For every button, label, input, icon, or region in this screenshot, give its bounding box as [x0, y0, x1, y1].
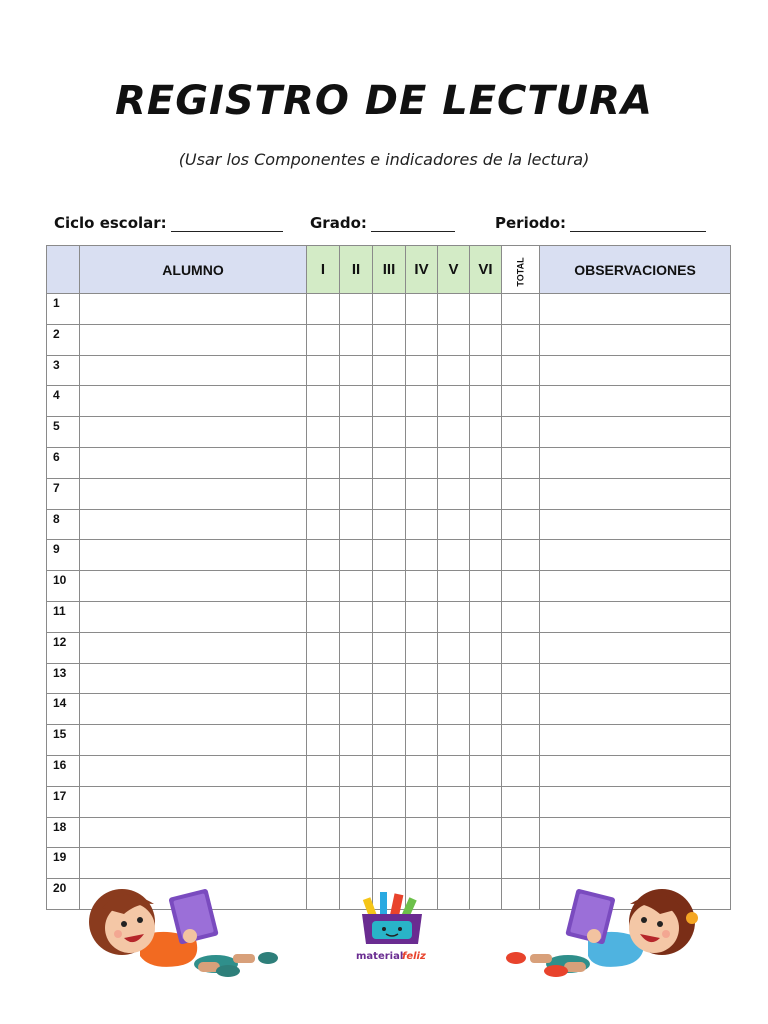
component-i-cell[interactable] — [307, 725, 340, 756]
total-cell[interactable] — [502, 447, 540, 478]
component-ii-cell[interactable] — [340, 540, 373, 571]
total-cell[interactable] — [502, 417, 540, 448]
total-cell[interactable] — [502, 755, 540, 786]
table-row — [47, 694, 731, 725]
component-v-cell[interactable] — [438, 848, 470, 879]
component-vi-cell[interactable] — [470, 786, 502, 817]
component-iv-cell[interactable] — [406, 848, 438, 879]
component-iv-cell[interactable] — [406, 694, 438, 725]
table-row — [47, 417, 731, 448]
total-cell[interactable] — [502, 817, 540, 848]
component-iii-cell[interactable] — [373, 848, 406, 879]
component-ii-cell[interactable] — [340, 478, 373, 509]
total-cell[interactable] — [502, 571, 540, 602]
component-header-iv: IV — [406, 246, 438, 294]
component-header-ii: II — [340, 246, 373, 294]
component-iv-cell[interactable] — [406, 632, 438, 663]
grado-field[interactable] — [310, 214, 455, 232]
component-vi-cell[interactable] — [470, 725, 502, 756]
alumno-header: ALUMNO — [80, 246, 307, 294]
row-number: 1 — [47, 294, 80, 325]
component-v-cell[interactable] — [438, 663, 470, 694]
row-number: 17 — [47, 786, 80, 817]
component-iv-cell[interactable] — [406, 478, 438, 509]
component-iii-cell[interactable] — [373, 447, 406, 478]
table-row — [47, 386, 731, 417]
alumno-cell[interactable] — [80, 632, 307, 663]
observaciones-cell[interactable] — [540, 324, 731, 355]
alumno-cell[interactable] — [80, 417, 307, 448]
box-icon — [362, 892, 422, 944]
observaciones-cell[interactable] — [540, 509, 731, 540]
component-i-cell[interactable] — [307, 509, 340, 540]
total-cell[interactable] — [502, 725, 540, 756]
row-number: 19 — [47, 848, 80, 879]
table-row — [47, 324, 731, 355]
component-v-cell[interactable] — [438, 478, 470, 509]
component-i-cell[interactable] — [307, 540, 340, 571]
total-cell[interactable] — [502, 540, 540, 571]
page-title: REGISTRO DE LECTURA — [115, 78, 653, 124]
reading-record-table — [46, 245, 731, 910]
component-ii-cell[interactable] — [340, 848, 373, 879]
component-iii-cell[interactable] — [373, 571, 406, 602]
table-row — [47, 355, 731, 386]
component-iv-cell[interactable] — [406, 755, 438, 786]
component-ii-cell[interactable] — [340, 632, 373, 663]
component-ii-cell[interactable] — [340, 663, 373, 694]
component-ii-cell[interactable] — [340, 386, 373, 417]
row-number: 11 — [47, 601, 80, 632]
alumno-cell[interactable] — [80, 755, 307, 786]
observaciones-cell[interactable] — [540, 786, 731, 817]
component-v-cell[interactable] — [438, 355, 470, 386]
component-iii-cell[interactable] — [373, 540, 406, 571]
table-row — [47, 725, 731, 756]
component-i-cell[interactable] — [307, 294, 340, 325]
alumno-cell[interactable] — [80, 324, 307, 355]
component-header-v: V — [438, 246, 470, 294]
component-ii-cell[interactable] — [340, 509, 373, 540]
component-v-cell[interactable] — [438, 294, 470, 325]
component-v-cell[interactable] — [438, 725, 470, 756]
component-ii-cell[interactable] — [340, 755, 373, 786]
total-cell[interactable] — [502, 386, 540, 417]
row-number: 16 — [47, 755, 80, 786]
total-cell[interactable] — [502, 848, 540, 879]
alumno-cell[interactable] — [80, 509, 307, 540]
observaciones-cell[interactable] — [540, 694, 731, 725]
table-row — [47, 509, 731, 540]
row-number: 7 — [47, 478, 80, 509]
row-number: 13 — [47, 663, 80, 694]
component-v-cell[interactable] — [438, 324, 470, 355]
component-v-cell[interactable] — [438, 386, 470, 417]
observaciones-cell[interactable] — [540, 848, 731, 879]
periodo-label: Periodo: — [495, 214, 567, 232]
component-vi-cell[interactable] — [470, 571, 502, 602]
component-iv-cell[interactable] — [406, 386, 438, 417]
component-vi-cell[interactable] — [470, 663, 502, 694]
alumno-cell[interactable] — [80, 540, 307, 571]
row-number: 2 — [47, 324, 80, 355]
component-ii-cell[interactable] — [340, 447, 373, 478]
component-ii-cell[interactable] — [340, 417, 373, 448]
component-iii-cell[interactable] — [373, 324, 406, 355]
component-iii-cell[interactable] — [373, 509, 406, 540]
component-iv-cell[interactable] — [406, 725, 438, 756]
component-vi-cell[interactable] — [470, 848, 502, 879]
observaciones-cell[interactable] — [540, 478, 731, 509]
component-i-cell[interactable] — [307, 786, 340, 817]
observaciones-cell[interactable] — [540, 417, 731, 448]
alumno-cell[interactable] — [80, 786, 307, 817]
component-iii-cell[interactable] — [373, 694, 406, 725]
component-i-cell[interactable] — [307, 386, 340, 417]
component-vi-cell[interactable] — [470, 478, 502, 509]
table-row — [47, 447, 731, 478]
total-header — [502, 246, 540, 294]
periodo-field[interactable] — [495, 214, 706, 232]
alumno-cell[interactable] — [80, 725, 307, 756]
component-vi-cell[interactable] — [470, 601, 502, 632]
total-cell[interactable] — [502, 663, 540, 694]
component-iv-cell[interactable] — [406, 509, 438, 540]
ciclo-escolar-label: Ciclo escolar: — [54, 214, 167, 232]
component-iv-cell[interactable] — [406, 417, 438, 448]
row-number: 14 — [47, 694, 80, 725]
component-iii-cell[interactable] — [373, 294, 406, 325]
observaciones-header: OBSERVACIONES — [540, 246, 731, 294]
row-number: 9 — [47, 540, 80, 571]
form-fields — [54, 214, 714, 236]
component-ii-cell[interactable] — [340, 817, 373, 848]
observaciones-cell[interactable] — [540, 386, 731, 417]
total-cell[interactable] — [502, 694, 540, 725]
component-iii-cell[interactable] — [373, 755, 406, 786]
observaciones-cell[interactable] — [540, 294, 731, 325]
component-iv-cell[interactable] — [406, 447, 438, 478]
component-vi-cell[interactable] — [470, 386, 502, 417]
alumno-cell[interactable] — [80, 478, 307, 509]
alumno-cell[interactable] — [80, 294, 307, 325]
table-row — [47, 786, 731, 817]
logo-word-feliz: feliz — [402, 951, 426, 962]
component-i-cell[interactable] — [307, 571, 340, 602]
total-cell[interactable] — [502, 601, 540, 632]
row-number: 20 — [47, 879, 80, 910]
component-v-cell[interactable] — [438, 694, 470, 725]
total-cell[interactable] — [502, 324, 540, 355]
ciclo-escolar-line[interactable] — [171, 217, 283, 232]
component-ii-cell[interactable] — [340, 786, 373, 817]
component-iv-cell[interactable] — [406, 571, 438, 602]
component-ii-cell[interactable] — [340, 694, 373, 725]
component-iii-cell[interactable] — [373, 725, 406, 756]
component-iv-cell[interactable] — [406, 324, 438, 355]
component-v-cell[interactable] — [438, 817, 470, 848]
component-vi-cell[interactable] — [470, 417, 502, 448]
total-cell[interactable] — [502, 355, 540, 386]
table-row — [47, 817, 731, 848]
component-iii-cell[interactable] — [373, 817, 406, 848]
component-ii-cell[interactable] — [340, 324, 373, 355]
table-row — [47, 540, 731, 571]
alumno-cell[interactable] — [80, 694, 307, 725]
alumno-cell[interactable] — [80, 663, 307, 694]
component-i-cell[interactable] — [307, 848, 340, 879]
observaciones-cell[interactable] — [540, 540, 731, 571]
alumno-cell[interactable] — [80, 571, 307, 602]
component-iv-cell[interactable] — [406, 294, 438, 325]
component-vi-cell[interactable] — [470, 694, 502, 725]
component-i-cell[interactable] — [307, 755, 340, 786]
component-iii-cell[interactable] — [373, 478, 406, 509]
component-i-cell[interactable] — [307, 447, 340, 478]
reading-girl-left-illustration — [78, 878, 288, 978]
component-i-cell[interactable] — [307, 417, 340, 448]
component-iii-cell[interactable] — [373, 601, 406, 632]
component-iii-cell[interactable] — [373, 663, 406, 694]
row-number: 6 — [47, 447, 80, 478]
row-number: 10 — [47, 571, 80, 602]
component-ii-cell[interactable] — [340, 355, 373, 386]
component-i-cell[interactable] — [307, 324, 340, 355]
observaciones-cell[interactable] — [540, 355, 731, 386]
table-row — [47, 663, 731, 694]
alumno-cell[interactable] — [80, 355, 307, 386]
component-vi-cell[interactable] — [470, 294, 502, 325]
component-iv-cell[interactable] — [406, 540, 438, 571]
component-v-cell[interactable] — [438, 509, 470, 540]
page-subtitle: (Usar los Componentes e indicadores de la lectura) — [178, 150, 590, 169]
component-iii-cell[interactable] — [373, 386, 406, 417]
ciclo-escolar-field[interactable] — [54, 214, 283, 232]
alumno-cell[interactable] — [80, 447, 307, 478]
component-ii-cell[interactable] — [340, 601, 373, 632]
component-vi-cell[interactable] — [470, 632, 502, 663]
component-vi-cell[interactable] — [470, 355, 502, 386]
row-number: 18 — [47, 817, 80, 848]
alumno-cell[interactable] — [80, 386, 307, 417]
table-row — [47, 755, 731, 786]
observaciones-cell[interactable] — [540, 755, 731, 786]
component-v-cell[interactable] — [438, 786, 470, 817]
component-v-cell[interactable] — [438, 755, 470, 786]
reading-girl-right-illustration — [496, 878, 706, 978]
observaciones-cell[interactable] — [540, 571, 731, 602]
row-number: 15 — [47, 725, 80, 756]
component-vi-cell[interactable] — [470, 755, 502, 786]
component-ii-cell[interactable] — [340, 725, 373, 756]
periodo-line[interactable] — [570, 217, 706, 232]
component-iv-cell[interactable] — [406, 355, 438, 386]
row-number: 8 — [47, 509, 80, 540]
total-header-label: TOTAL — [515, 256, 526, 287]
observaciones-cell[interactable] — [540, 725, 731, 756]
table-row — [47, 571, 731, 602]
component-v-cell[interactable] — [438, 879, 470, 910]
observaciones-cell[interactable] — [540, 663, 731, 694]
component-ii-cell[interactable] — [340, 294, 373, 325]
component-i-cell[interactable] — [307, 632, 340, 663]
alumno-cell[interactable] — [80, 817, 307, 848]
table-row — [47, 294, 731, 325]
observaciones-cell[interactable] — [540, 632, 731, 663]
row-number: 12 — [47, 632, 80, 663]
table-body — [47, 294, 731, 910]
table-row — [47, 848, 731, 879]
observaciones-cell[interactable] — [540, 817, 731, 848]
alumno-cell[interactable] — [80, 601, 307, 632]
total-cell[interactable] — [502, 478, 540, 509]
component-v-cell[interactable] — [438, 601, 470, 632]
row-number: 3 — [47, 355, 80, 386]
component-i-cell[interactable] — [307, 694, 340, 725]
observaciones-cell[interactable] — [540, 447, 731, 478]
component-iii-cell[interactable] — [373, 632, 406, 663]
component-v-cell[interactable] — [438, 632, 470, 663]
component-ii-cell[interactable] — [340, 571, 373, 602]
component-iv-cell[interactable] — [406, 663, 438, 694]
row-number: 4 — [47, 386, 80, 417]
component-iii-cell[interactable] — [373, 417, 406, 448]
material-feliz-logo — [350, 888, 434, 968]
component-header-i: I — [307, 246, 340, 294]
component-v-cell[interactable] — [438, 417, 470, 448]
grado-label: Grado: — [310, 214, 367, 232]
component-vi-cell[interactable] — [470, 509, 502, 540]
component-vi-cell[interactable] — [470, 324, 502, 355]
total-cell[interactable] — [502, 632, 540, 663]
component-v-cell[interactable] — [438, 540, 470, 571]
total-cell[interactable] — [502, 294, 540, 325]
component-i-cell[interactable] — [307, 879, 340, 910]
component-i-cell[interactable] — [307, 601, 340, 632]
component-iv-cell[interactable] — [406, 817, 438, 848]
component-header-vi: VI — [470, 246, 502, 294]
component-iii-cell[interactable] — [373, 355, 406, 386]
component-vi-cell[interactable] — [470, 447, 502, 478]
component-i-cell[interactable] — [307, 817, 340, 848]
table-row — [47, 601, 731, 632]
component-iv-cell[interactable] — [406, 601, 438, 632]
component-v-cell[interactable] — [438, 447, 470, 478]
component-iii-cell[interactable] — [373, 786, 406, 817]
grado-line[interactable] — [371, 217, 455, 232]
table-row — [47, 632, 731, 663]
component-header-iii: III — [373, 246, 406, 294]
row-number: 5 — [47, 417, 80, 448]
logo-word-material: material — [356, 951, 404, 962]
table-header-row — [47, 246, 731, 294]
component-i-cell[interactable] — [307, 478, 340, 509]
component-i-cell[interactable] — [307, 663, 340, 694]
number-header — [47, 246, 80, 294]
component-v-cell[interactable] — [438, 571, 470, 602]
alumno-cell[interactable] — [80, 848, 307, 879]
table-row — [47, 478, 731, 509]
component-i-cell[interactable] — [307, 355, 340, 386]
component-vi-cell[interactable] — [470, 817, 502, 848]
total-cell[interactable] — [502, 509, 540, 540]
component-vi-cell[interactable] — [470, 540, 502, 571]
total-cell[interactable] — [502, 786, 540, 817]
observaciones-cell[interactable] — [540, 601, 731, 632]
component-iv-cell[interactable] — [406, 786, 438, 817]
